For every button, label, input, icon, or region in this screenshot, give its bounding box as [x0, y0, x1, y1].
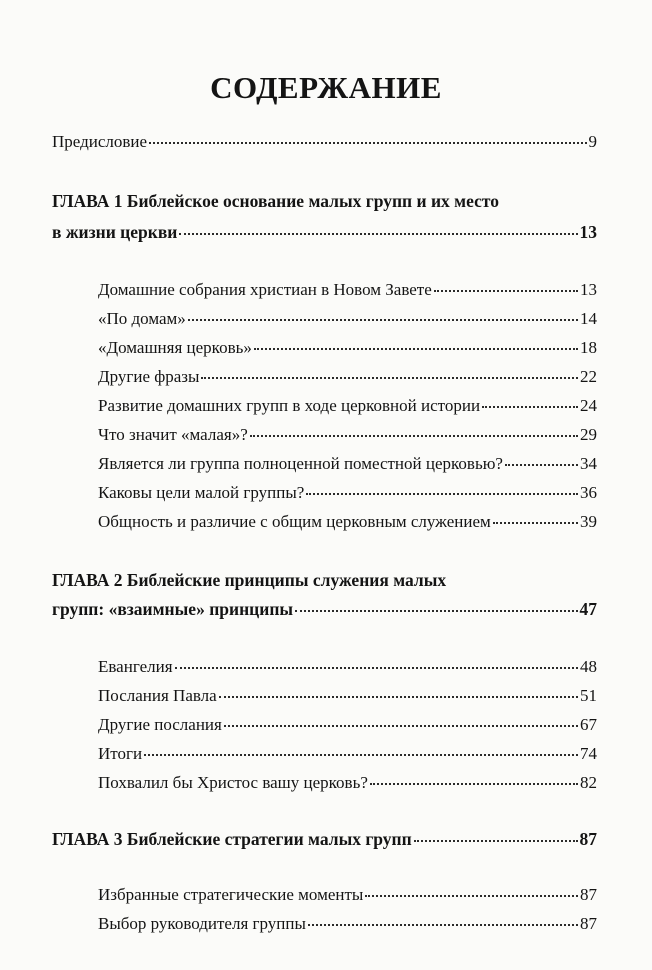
leader-dots [144, 753, 578, 756]
leader-dots [149, 141, 586, 144]
toc-entry[interactable] [98, 772, 597, 794]
entry-page: 87 [580, 885, 597, 904]
leader-dots [175, 666, 578, 669]
toc-entry[interactable] [98, 337, 597, 359]
entry-label: в жизни церкви [52, 222, 178, 242]
entry-page: 47 [579, 599, 597, 619]
entry-label: Другие послания [98, 715, 222, 734]
entry-page: 67 [580, 715, 597, 734]
entry-label: Другие фразы [98, 367, 200, 386]
toc-entry-chapter-1[interactable] [52, 221, 597, 243]
leader-dots [179, 232, 577, 235]
entry-page: 51 [580, 686, 597, 705]
entry-label: Предисловие [52, 132, 148, 151]
entry-label: «По домам» [98, 309, 186, 328]
entry-page: 9 [588, 132, 597, 151]
toc-entry[interactable] [98, 511, 597, 533]
leader-dots [434, 289, 578, 292]
page-title: СОДЕРЖАНИЕ [210, 70, 442, 105]
leader-dots [295, 609, 577, 612]
entry-label: Выбор руководителя группы [98, 914, 306, 933]
leader-dots [370, 782, 578, 785]
entry-page: 22 [580, 367, 597, 386]
entry-page: 18 [580, 338, 597, 357]
entry-label: Похвалил бы Христос вашу церковь? [98, 773, 368, 792]
entry-page: 39 [580, 512, 597, 531]
leader-dots [414, 839, 578, 842]
entry-label: Избранные стратегические моменты [98, 885, 364, 904]
entry-label: Общность и различие с общим церковным служением [98, 512, 491, 531]
toc-entry[interactable] [98, 482, 597, 504]
leader-dots [505, 463, 578, 466]
leader-dots [482, 405, 578, 408]
leader-dots [201, 376, 578, 379]
entry-page: 74 [580, 744, 597, 763]
entry-label: Что значит «малая»? [98, 425, 248, 444]
leader-dots [308, 923, 578, 926]
toc-entry-chapter-2[interactable] [52, 598, 597, 620]
entry-page: 13 [580, 280, 597, 299]
entry-label: Каковы цели малой группы? [98, 483, 305, 502]
chapter-2-heading: ГЛАВА 2 Библейские принципы служения малых [52, 570, 447, 590]
entry-page: 13 [579, 222, 597, 242]
entry-label: Домашние собрания христиан в Новом Завете [98, 280, 432, 299]
leader-dots [219, 695, 578, 698]
entry-page: 29 [580, 425, 597, 444]
entry-label: Итоги [98, 744, 143, 763]
toc-entry[interactable] [98, 424, 597, 446]
toc-entry[interactable] [98, 743, 597, 765]
toc-entry-chapter-3[interactable] [52, 828, 597, 850]
toc-entry[interactable] [98, 884, 597, 906]
leader-dots [365, 894, 578, 897]
toc-entry[interactable] [98, 308, 597, 330]
toc-entry[interactable] [98, 913, 597, 935]
leader-dots [224, 724, 578, 727]
entry-label: Является ли группа полноценной поместной церковью? [98, 454, 503, 473]
toc-entry[interactable] [98, 453, 597, 475]
entry-label: Развитие домашних групп в ходе церковной истории [98, 396, 481, 415]
leader-dots [250, 434, 578, 437]
toc-entry[interactable] [98, 685, 597, 707]
entry-label: Евангелия [98, 657, 173, 676]
entry-page: 34 [580, 454, 597, 473]
toc-entry[interactable] [98, 656, 597, 678]
toc-entry[interactable] [98, 714, 597, 736]
leader-dots [493, 521, 578, 524]
leader-dots [254, 347, 578, 350]
entry-page: 48 [580, 657, 597, 676]
entry-page: 87 [580, 914, 597, 933]
entry-page: 36 [580, 483, 597, 502]
entry-page: 87 [579, 829, 597, 849]
toc-entry[interactable] [98, 279, 597, 301]
entry-page: 82 [580, 773, 597, 792]
entry-label: «Домашняя церковь» [98, 338, 252, 357]
entry-label: Послания Павла [98, 686, 217, 705]
leader-dots [188, 318, 578, 321]
entry-label: ГЛАВА 3 Библейские стратегии малых групп [52, 829, 412, 849]
entry-page: 14 [580, 309, 597, 328]
leader-dots [306, 492, 578, 495]
toc-entry[interactable] [98, 395, 597, 417]
toc-entry[interactable] [98, 366, 597, 388]
entry-page: 24 [580, 396, 597, 415]
chapter-1-heading: ГЛАВА 1 Библейское основание малых групп и их место [52, 191, 499, 211]
toc-entry-preface[interactable] [52, 131, 597, 153]
entry-label: групп: «взаимные» принципы [52, 599, 294, 619]
